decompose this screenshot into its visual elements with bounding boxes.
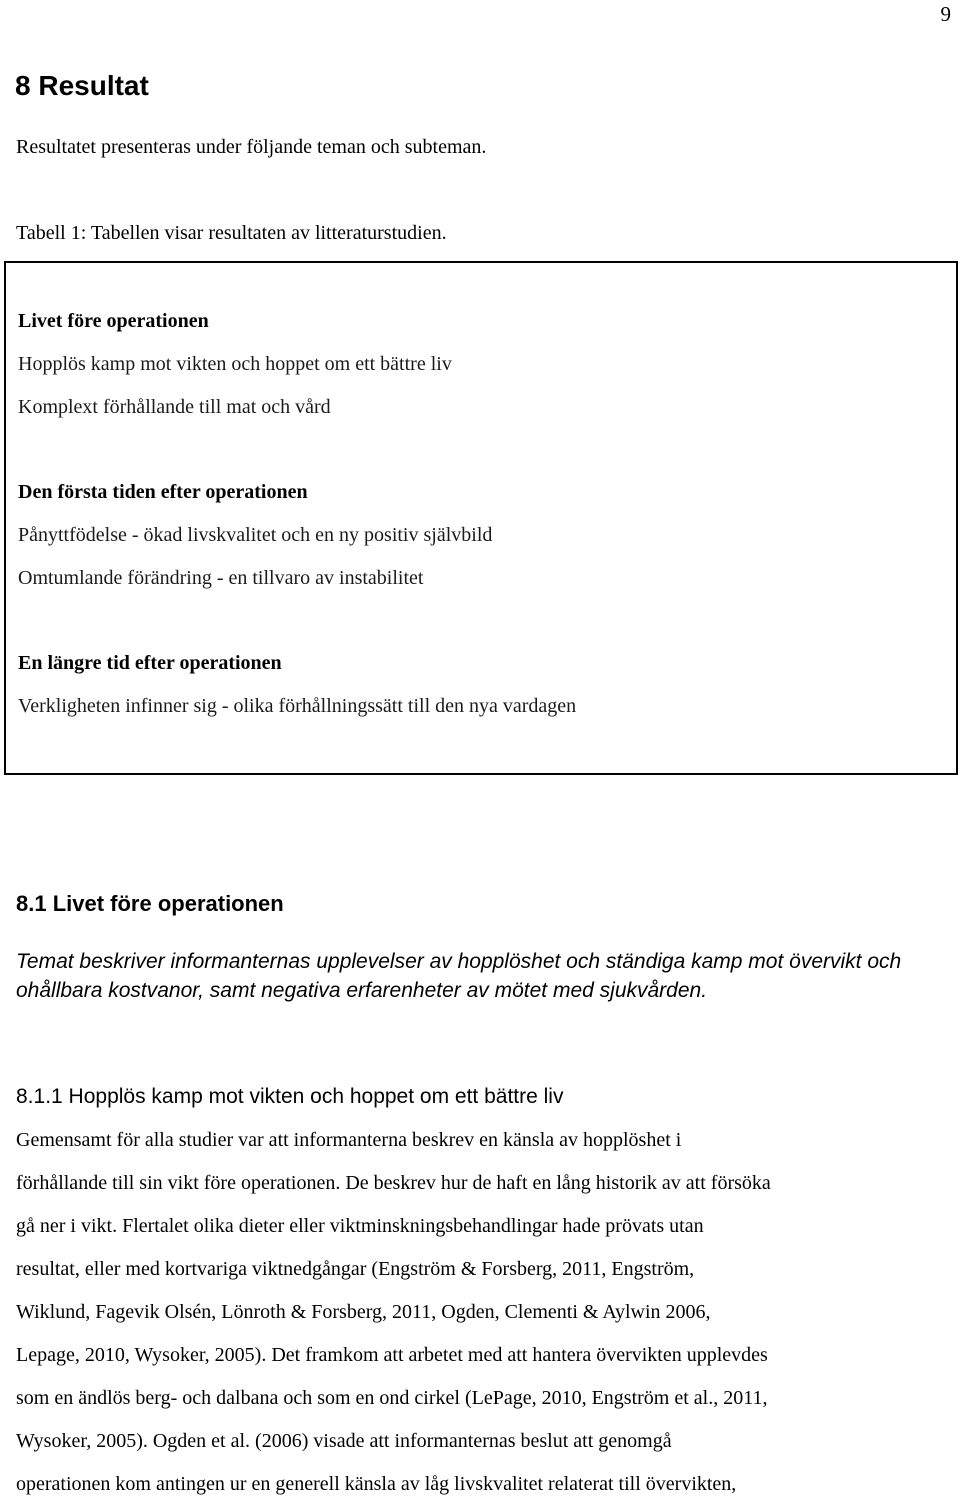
body-line: Lepage, 2010, Wysoker, 2005). Det framkom att arbetet med att hantera övervikten upplevdes — [16, 1344, 768, 1366]
section-heading: 8.1 Livet före operationen — [16, 891, 284, 916]
page-number: 9 — [940, 2, 951, 26]
table-theme-1: Livet före operationen — [18, 310, 209, 332]
table-caption: Tabell 1: Tabellen visar resultaten av litteraturstudien. — [16, 222, 447, 244]
table-theme-2: Den första tiden efter operationen — [18, 481, 308, 503]
body-line: Gemensamt för alla studier var att informanterna beskrev en känsla av hopplöshet i — [16, 1129, 682, 1151]
table-subtheme-2-2: Omtumlande förändring - en tillvaro av instabilitet — [18, 567, 424, 589]
body-line: gå ner i vikt. Flertalet olika dieter eller viktminskningsbehandlingar hade prövats utan — [16, 1215, 704, 1237]
subsection-heading: 8.1.1 Hopplös kamp mot vikten och hoppet om ett bättre liv — [16, 1085, 564, 1108]
table-subtheme-1-2: Komplext förhållande till mat och vård — [18, 396, 331, 418]
body-line: resultat, eller med kortvariga viktnedgångar (Engström & Forsberg, 2011, Engström, — [16, 1258, 695, 1280]
body-line: Wiklund, Fagevik Olsén, Lönroth & Forsberg, 2011, Ogden, Clementi & Aylwin 2006, — [16, 1301, 711, 1323]
table-subtheme-2-1: Pånyttfödelse - ökad livskvalitet och en ny positiv självbild — [18, 524, 493, 546]
body-line: som en ändlös berg- och dalbana och som en ond cirkel (LePage, 2010, Engström et al., 2011, — [16, 1387, 768, 1409]
page-heading: 8 Resultat — [15, 70, 149, 101]
table-subtheme-3-1: Verkligheten infinner sig - olika förhållningssätt till den nya vardagen — [18, 695, 577, 717]
table-theme-3: En längre tid efter operationen — [18, 652, 282, 674]
body-line: förhållande till sin vikt före operationen. De beskrev hur de haft en lång historik av att försöka — [16, 1172, 771, 1194]
body-line: operationen kom antingen ur en generell känsla av låg livskvalitet relaterat till övervikten, — [16, 1473, 737, 1495]
table-subtheme-1-1: Hopplös kamp mot vikten och hoppet om ett bättre liv — [18, 353, 452, 375]
section-description: Temat beskriver informanternas upplevelser av hopplöshet och ständiga kamp mot övervikt och ohållbara kostvanor, samt negativa erfarenheter av mötet med sjukvården. — [16, 950, 902, 1002]
body-line: Wysoker, 2005). Ogden et al. (2006) visade att informanternas beslut att genomgå — [16, 1430, 672, 1452]
intro-text: Resultatet presenteras under följande teman och subteman. — [16, 136, 487, 158]
results-summary-table — [4, 261, 958, 775]
